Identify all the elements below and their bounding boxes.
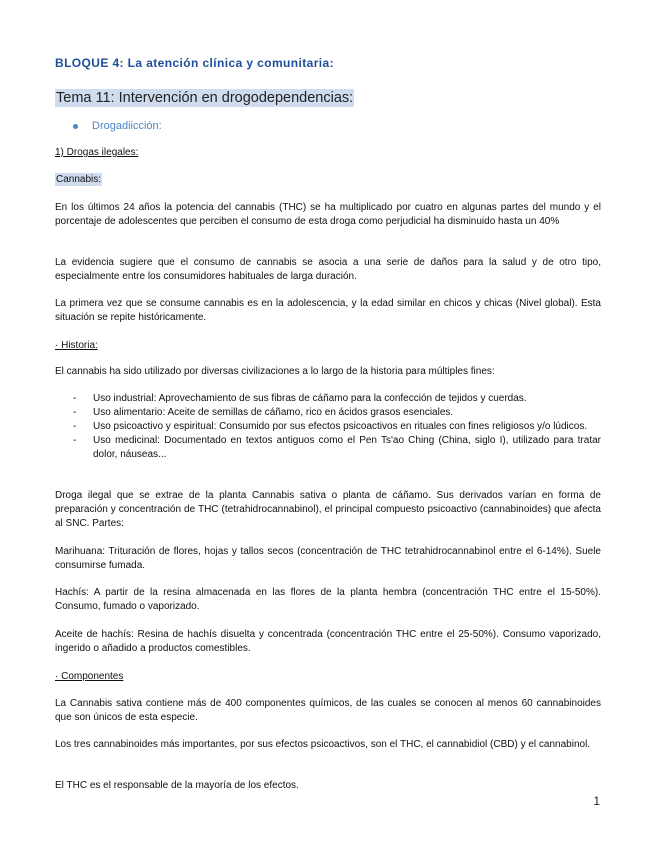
paragraph: Droga ilegal que se extrae de la planta Cannabis sativa o planta de cáñamo. Sus derivados varían en forma de preparación y concentración de THC (tetrahidrocannabinol), el principal compuesto psicoactivo (cannabinoides) que afecta al SNC. Partes: bbox=[55, 490, 601, 529]
page-number: 1 bbox=[593, 794, 600, 808]
paragraph: Hachís: A partir de la resina almacenada en las flores de la planta hembra (concentración THC entre el 15-50%). Consumo, fumado o vaporizado. bbox=[55, 587, 601, 612]
uses-list bbox=[55, 392, 601, 462]
section-heading: · Componentes bbox=[55, 671, 124, 682]
paragraph: El THC es el responsable de la mayoría de los efectos. bbox=[55, 780, 299, 791]
paragraph: La primera vez que se consume cannabis es en la adolescencia, y la edad similar en chicos y chicas (Nivel global). Esta situación se repite históricamente. bbox=[55, 298, 601, 323]
paragraph: En los últimos 24 años la potencia del cannabis (THC) se ha multiplicado por cuatro en algunas partes del mundo y el porcentaje de adolescentes que perciben el consumo de esta droga como perjudicial ha disminuido hasta un 40% bbox=[55, 202, 601, 227]
paragraph: Aceite de hachís: Resina de hachís disuelta y concentrada (concentración THC entre el 25-50%). Consumo vaporizado, ingerido o añadido a productos comestibles. bbox=[55, 629, 601, 654]
paragraph: La Cannabis sativa contiene más de 400 componentes químicos, de las cuales se conocen al menos 60 cannabinoides que son únicos de esta especie. bbox=[55, 698, 601, 723]
section-heading: 1) Drogas ilegales: bbox=[55, 147, 139, 158]
bullet-label: Drogadiicción: bbox=[92, 120, 162, 132]
paragraph: La evidencia sugiere que el consumo de cannabis se asocia a una serie de daños para la salud y de otro tipo, especialmente entre los consumidores habituales de larga duración. bbox=[55, 257, 601, 282]
list-item: - Uso industrial: Aprovechamiento de sus fibras de cáñamo para la confección de tejidos y cuerdas. bbox=[73, 393, 527, 404]
list-item: - Uso medicinal: Documentado en textos antiguos como el Pen Ts'ao Ching (China, siglo I), utilizado para tratar dolor, náuseas... bbox=[73, 435, 601, 460]
paragraph: Los tres cannabinoides más importantes, por sus efectos psicoactivos, son el THC, el cannabidiol (CBD) y el cannabinol. bbox=[55, 739, 591, 750]
list-item: - Uso alimentario: Aceite de semillas de cáñamo, rico en ácidos grasos esenciales. bbox=[73, 407, 454, 418]
subsection-heading: Cannabis: bbox=[56, 174, 102, 185]
section-heading: · Historia: bbox=[55, 340, 98, 351]
paragraph: Marihuana: Trituración de flores, hojas y tallos secos (concentración de THC tetrahidrocannabinol entre el 6-14%). Suele consumirse fumada. bbox=[55, 546, 601, 571]
list-item: - Uso psicoactivo y espiritual: Consumido por sus efectos psicoactivos en rituales con fines religiosos y/o lúdicos. bbox=[73, 421, 588, 432]
paragraph: El cannabis ha sido utilizado por diversas civilizaciones a lo largo de la historia para múltiples fines: bbox=[55, 366, 495, 377]
bullet-item bbox=[73, 120, 162, 132]
bullet-dot-icon bbox=[73, 124, 78, 129]
topic-title: Tema 11: Intervención en drogodependencias: bbox=[56, 90, 354, 106]
block-title: BLOQUE 4: La atención clínica y comunitaria: bbox=[55, 56, 334, 70]
